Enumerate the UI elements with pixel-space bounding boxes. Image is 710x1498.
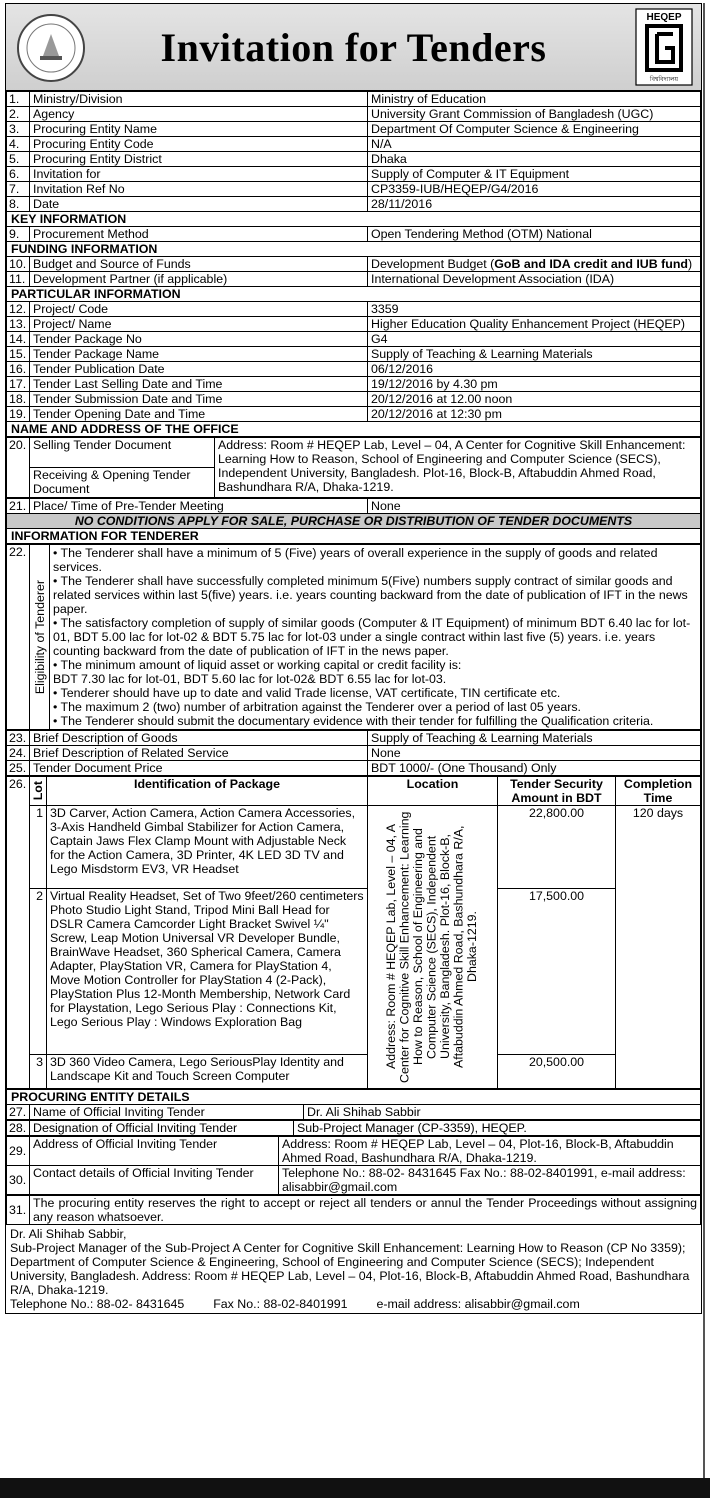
signatory-name: Dr. Ali Shihab Sabbir, — [10, 1227, 127, 1241]
info-value: BDT 1000/- (One Thousand) Only — [368, 761, 701, 776]
info-no: 6. — [7, 167, 30, 182]
info-row — [7, 731, 701, 746]
lot-2-description: Virtual Reality Headset, Set of Two 9feet/260 centimeters Photo Studio Light Stand, Tripod Mini Ball Head for DSLR Camera Camcorder Light Bracket Swivel ¼'' Screw, Leap Motion Universal VR Developer Bundle, BrainWave Headset, 360 Spherical Camera, Camera Adapter, PlayStation VR, Camera for PlayStation 4, Move Motion Controller for PlayStation 4 (2-Pack), PlayStation Plus 12-Month Membership, Network Card for Playstation, Lego Serious Play : Connections Kit, Lego Serious Play : Windows Exploration Bag — [47, 889, 368, 1055]
row-31: 31. The procuring entity reserves the right to accept or reject all tenders or annul the Tender Proceedings without assigning any reason whatsoever. — [7, 1196, 701, 1225]
info-value: Department Of Computer Science & Engineering — [368, 122, 701, 137]
procuring-table-a — [6, 1089, 701, 1120]
info-value: G4 — [368, 332, 701, 347]
info-value: 19/12/2016 by 4.30 pm — [368, 377, 701, 392]
info-no: 14. — [7, 332, 30, 347]
lot-location: Address: Room # HEQEP Lab, Level – 04, A Center for Cognitive Skill Enhancement: Learning How to Reason, School of Engineering and Computer Science (SECS), Independent University, Bangladesh. Plot-16, Block-B, Aftabuddin Ahmed Road, Bashundhara R/A, Dhaka-1219. — [384, 811, 480, 1083]
notice-table-23-25 — [6, 730, 701, 776]
lot-3-description: 3D 360 Video Camera, Lego SeriousPlay Identity and Landscape Kit and Touch Screen Computer — [47, 1054, 368, 1088]
info-label: Brief Description of Related Service — [30, 746, 368, 761]
info-value: None — [368, 746, 701, 761]
info-row — [7, 152, 701, 167]
procuring-table-c — [6, 1136, 701, 1195]
signatory-fax: Fax No.: 88-02-8401991 — [213, 1297, 348, 1311]
info-value: Supply of Teaching & Learning Materials — [368, 347, 701, 362]
info-label: Agency — [30, 107, 368, 122]
info-no: 7. — [7, 182, 30, 197]
info-no: 2. — [7, 107, 30, 122]
info-label: Ministry/Division — [30, 92, 368, 107]
info-row — [7, 761, 701, 776]
info-row — [7, 377, 701, 392]
signatory-contacts — [10, 1297, 697, 1311]
notice-header — [6, 4, 701, 91]
eligibility-table — [6, 544, 701, 730]
info-value: Ministry of Education — [368, 92, 701, 107]
info-no: 16. — [7, 362, 30, 377]
info-row — [7, 197, 701, 212]
info-row — [7, 392, 701, 407]
row-30: 30. Contact details of Official Inviting Tender Telephone No.: 88-02- 8431645 Fax No.: 88-02-8401991, e-mail address: alisabbir@gmail.com — [7, 1166, 701, 1195]
heqep-logo-subtext: বিশ্ববিদ্যালয় — [649, 76, 679, 83]
info-no: 19. — [7, 407, 30, 422]
info-value: 3359 — [368, 302, 701, 317]
info-no: 25. — [7, 761, 30, 776]
info-row — [7, 317, 701, 332]
info-no: 17. — [7, 377, 30, 392]
info-label: Tender Document Price — [30, 761, 368, 776]
signatory-details: Sub-Project Manager of the Sub-Project A Center for Cognitive Skill Enhancement: Learning How to Reason (CP No 3359); Department of Computer Science & Engineering, School of Engineering and Computer Science (SECS); Independent University, Bangladesh. Address: Room # HEQEP Lab, Level – 04, Plot-16, Block-B, Aftabuddin Ahmed Road, Bashundhara R/A, Dhaka-1219. — [10, 1241, 690, 1297]
eligibility-criteria — [50, 545, 701, 730]
info-label: Tender Package Name — [30, 347, 368, 362]
lots-table — [6, 776, 701, 1089]
lot-completion-time: 120 days — [616, 806, 701, 1089]
info-value: Higher Education Quality Enhancement Project (HEQEP) — [368, 317, 701, 332]
lot-row-2: 2 Virtual Reality Headset, Set of Two 9feet/260 centimeters Photo Studio Light Stand, Tripod Mini Ball Head for DSLR Camera Camcorder Light Bracket Swivel ¼'' Screw, Leap Motion Universal VR Developer Bundle, BrainWave Headset, 360 Spherical Camera, Camera Adapter, PlayStation VR, Camera for PlayStation 4, Move Motion Controller for PlayStation 4 (2-Pack), PlayStation Plus 12-Month Membership, Network Card for Playstation, Lego Serious Play : Connections Kit, Lego Serious Play : Windows Exploration Bag 17,500.00 — [7, 889, 701, 1055]
section-procuring-entity: PROCURING ENTITY DETAILS — [7, 1090, 701, 1105]
info-no: 5. — [7, 152, 30, 167]
info-row — [7, 92, 701, 107]
info-value: Supply of Teaching & Learning Materials — [368, 731, 701, 746]
info-row — [7, 332, 701, 347]
section-information-for-tenderer: INFORMATION FOR TENDERER — [7, 529, 701, 544]
info-row — [7, 122, 701, 137]
no-conditions-banner: NO CONDITIONS APPLY FOR SALE, PURCHASE OR DISTRIBUTION OF TENDER DOCUMENTS — [7, 514, 701, 529]
info-no: 3. — [7, 122, 30, 137]
eligibility-bullet: • The maximum 2 (two) number of arbitration against the Tenderer over a period of last 05 years. — [53, 700, 581, 714]
info-label: Tender Submission Date and Time — [30, 392, 368, 407]
office-address: Address: Room # HEQEP Lab, Level – 04, A Center for Cognitive Skill Enhancement: Learning How to Reason, School of Engineering and Computer Science (SECS), Independent University, Bangladesh. Plot-16, Block-B, Aftabuddin Ahmed Road, Bashundhara R/A, Dhaka-1219. — [215, 438, 701, 498]
lot-row-1: 1 3D Carver, Action Camera, Action Camera Accessories, 3-Axis Handheld Gimbal Stabilizer for Action Camera, Captain Jaws Flex Clamp Mount with Adjustable Neck for the Action Camera, 3D Printer, 4K LED 3D TV and Lego Misdstorm EV3, VR Headset Address: Room # HEQEP Lab, Level – 04, A Center for Cognitive Skill Enhancement: Learning How to Reason, School of Engineering and Computer Science (SECS), Independent University, Bangladesh. Plot-16, Block-B, Aftabuddin Ahmed Road, Bashundhara R/A, Dhaka-1219. 22,800.00 120 days — [7, 806, 701, 889]
procuring-table-b — [6, 1120, 701, 1136]
info-row — [7, 182, 701, 197]
heqep-logo-text: HEQEP — [646, 12, 682, 23]
signature-block — [6, 1225, 701, 1313]
row-20a: 20. Selling Tender Document Address: Room # HEQEP Lab, Level – 04, A Center for Cognitive Skill Enhancement: Learning How to Reason, School of Engineering and Computer Science (SECS), Independent University, Bangladesh. Plot-16, Block-B, Aftabuddin Ahmed Road, Bashundhara R/A, Dhaka-1219. — [7, 438, 701, 468]
page-title: Invitation for Tenders — [160, 25, 547, 70]
info-value: 20/12/2016 at 12.00 noon — [368, 392, 701, 407]
lot-header: Lot — [31, 781, 45, 801]
row-29: 29. Address of Official Inviting Tender Address: Room # HEQEP Lab, Level – 04, Plot-16, Block-B, Aftabuddin Ahmed Road, Bashundhara R/A, Dhaka-1219. — [7, 1137, 701, 1166]
lot-2-security: 17,500.00 — [498, 889, 616, 1055]
row-27: 27. Name of Official Inviting Tender Dr. Ali Shihab Sabbir — [7, 1105, 701, 1120]
info-row — [7, 746, 701, 761]
info-label: Project/ Code — [30, 302, 368, 317]
info-value: Dhaka — [368, 152, 701, 167]
info-no: 1. — [7, 92, 30, 107]
info-value: 06/12/2016 — [368, 362, 701, 377]
lots-header: 26. Lot Identification of Package Location Tender Security Amount in BDT Completion Time — [7, 777, 701, 806]
security-header: Tender Security Amount in BDT — [498, 777, 616, 806]
package-header: Identification of Package — [47, 777, 368, 806]
heqep-logo-icon — [635, 8, 693, 86]
row-28: 28. Designation of Official Inviting Tender Sub-Project Manager (CP-3359), HEQEP. — [7, 1121, 701, 1136]
office-table — [6, 437, 701, 498]
info-value: N/A — [368, 137, 701, 152]
section-particular-information: PARTICULAR INFORMATION — [7, 287, 701, 302]
eligibility-bullet: • The Tenderer shall have a minimum of 5 (Five) years of overall experience in the supply of goods and related services. — [53, 546, 658, 574]
lot-row-3: 3 3D 360 Video Camera, Lego SeriousPlay Identity and Landscape Kit and Touch Screen Computer 20,500.00 — [7, 1054, 701, 1088]
row-10: 10. Budget and Source of Funds Development Budget (GoB and IDA credit and IUB fund) — [7, 257, 701, 272]
info-label: Tender Publication Date — [30, 362, 368, 377]
lot-1-description: 3D Carver, Action Camera, Action Camera Accessories, 3-Axis Handheld Gimbal Stabilizer for Action Camera, Captain Jaws Flex Clamp Mount with Adjustable Neck for the Action Camera, 3D Printer, 4K LED 3D TV and Lego Misdstorm EV3, VR Headset — [47, 806, 368, 889]
info-label: Tender Last Selling Date and Time — [30, 377, 368, 392]
info-value: Supply of Computer & IT Equipment — [368, 167, 701, 182]
info-no: 8. — [7, 197, 30, 212]
info-value: 20/12/2016 at 12:30 pm — [368, 407, 701, 422]
signatory-telephone: Telephone No.: 88-02- 8431645 — [10, 1297, 185, 1311]
tender-notice — [5, 3, 702, 1314]
eligibility-bullet: BDT 7.30 lac for lot-01, BDT 5.60 lac for lot-02& BDT 6.55 lac for lot-03. — [53, 672, 447, 686]
info-label: Procuring Entity Code — [30, 137, 368, 152]
info-no: 15. — [7, 347, 30, 362]
eligibility-bullet: • The minimum amount of liquid asset or working capital or credit facility is: — [53, 658, 462, 672]
info-value: 28/11/2016 — [368, 197, 701, 212]
info-no: 13. — [7, 317, 30, 332]
info-label: Invitation for — [30, 167, 368, 182]
info-label: Tender Opening Date and Time — [30, 407, 368, 422]
completion-header: Completion Time — [616, 777, 701, 806]
location-header: Location — [368, 777, 498, 806]
info-label: Brief Description of Goods — [30, 731, 368, 746]
info-row — [7, 347, 701, 362]
budget-prefix: Development Budget ( — [371, 257, 495, 271]
info-no: 23. — [7, 731, 30, 746]
page-bottom-bar — [0, 1478, 710, 1498]
procuring-table-d — [6, 1195, 701, 1225]
info-label: Procuring Entity District — [30, 152, 368, 167]
info-no: 18. — [7, 392, 30, 407]
info-no: 4. — [7, 137, 30, 152]
info-row — [7, 407, 701, 422]
info-label: Project/ Name — [30, 317, 368, 332]
info-row — [7, 137, 701, 152]
budget-suffix: ) — [687, 257, 693, 271]
row-9: 9. Procurement Method Open Tendering Method (OTM) National — [7, 227, 701, 242]
page-edge-line — [703, 3, 705, 1478]
info-label: Date — [30, 197, 368, 212]
info-label: Procuring Entity Name — [30, 122, 368, 137]
notice-table-21 — [6, 498, 701, 544]
row-21: 21. Place/ Time of Pre-Tender Meeting None — [7, 499, 701, 514]
notice-table-main — [6, 91, 701, 437]
eligibility-side-label: Eligibility of Tenderer — [32, 579, 47, 695]
eligibility-bullet: • The Tenderer shall have successfully completed minimum 5(Five) numbers supply contract of similar goods and related services within last 5(five) years. i.e. years counting backward from the date of publication of IFT in the news paper. — [53, 574, 688, 616]
info-value: University Grant Commission of Bangladesh (UGC) — [368, 107, 701, 122]
info-row — [7, 167, 701, 182]
signatory-email: e-mail address: alisabbir@gmail.com — [376, 1297, 580, 1311]
row-20b: Receiving & Opening Tender Document — [7, 468, 701, 498]
info-value: CP3359-IUB/HEQEP/G4/2016 — [368, 182, 701, 197]
lot-1-security: 22,800.00 — [498, 806, 616, 889]
info-no: 24. — [7, 746, 30, 761]
info-row — [7, 362, 701, 377]
section-funding-information: FUNDING INFORMATION — [7, 242, 701, 257]
info-row — [7, 302, 701, 317]
section-key-information: KEY INFORMATION — [7, 212, 701, 227]
eligibility-bullet: • The Tenderer should submit the documentary evidence with their tender for fulfilling the Qualification criteria. — [53, 714, 654, 728]
info-no: 12. — [7, 302, 30, 317]
lot-3-security: 20,500.00 — [498, 1054, 616, 1088]
eligibility-bullet: • The satisfactory completion of supply of similar goods (Computer & IT Equipment) of minimum BDT 6.40 lac for lot-01, BDT 5.00 lac for lot-02 & BDT 5.75 lac for lot-03 under a single contract within last five (5) years. i.e. years counting backward from the date of publication of IFT in the news paper. — [53, 616, 691, 658]
budget-source: GoB and IDA credit and IUB fund — [494, 257, 688, 271]
row-22: 22. Eligibility of Tenderer • The Tenderer shall have a minimum of 5 (Five) years of overall experience in the supply of goods and related services. • The Tenderer shall have successfully completed minimum 5(Five) numbers supply contract of similar goods and related services within last 5(five) years. i.e. years counting backward from the date of publication of IFT in the news paper. • The satisfactory completion of supply of similar goods (Computer & IT Equipment) of minimum BDT 6.40 lac for lot-01, BDT 5.00 lac for lot-02 & BDT 5.75 lac for lot-03 under a single contract within last five (5) years. i.e. years counting backward from the date of publication of IFT in the news paper. • The minimum amount of liquid asset or working capital or credit facility is: BDT 7.30 lac for lot-01, BDT 5.60 lac for lot-02& BDT 6.55 lac for lot-03. • Tenderer should have up to date and valid Trade license, VAT certificate, TIN certificate etc. • The maximum 2 (two) number of arbitration against the Tenderer over a period of last 05 years. • The Tenderer should submit the documentary evidence with their tender for fulfilling the Qualification criteria. — [7, 545, 701, 730]
info-label: Tender Package No — [30, 332, 368, 347]
section-office-address: NAME AND ADDRESS OF THE OFFICE — [7, 422, 701, 437]
eligibility-bullet: • Tenderer should have up to date and valid Trade license, VAT certificate, TIN certificate etc. — [53, 686, 561, 700]
row-11: 11. Development Partner (if applicable) International Development Association (IDA) — [7, 272, 701, 287]
info-label: Invitation Ref No — [30, 182, 368, 197]
info-row — [7, 107, 701, 122]
